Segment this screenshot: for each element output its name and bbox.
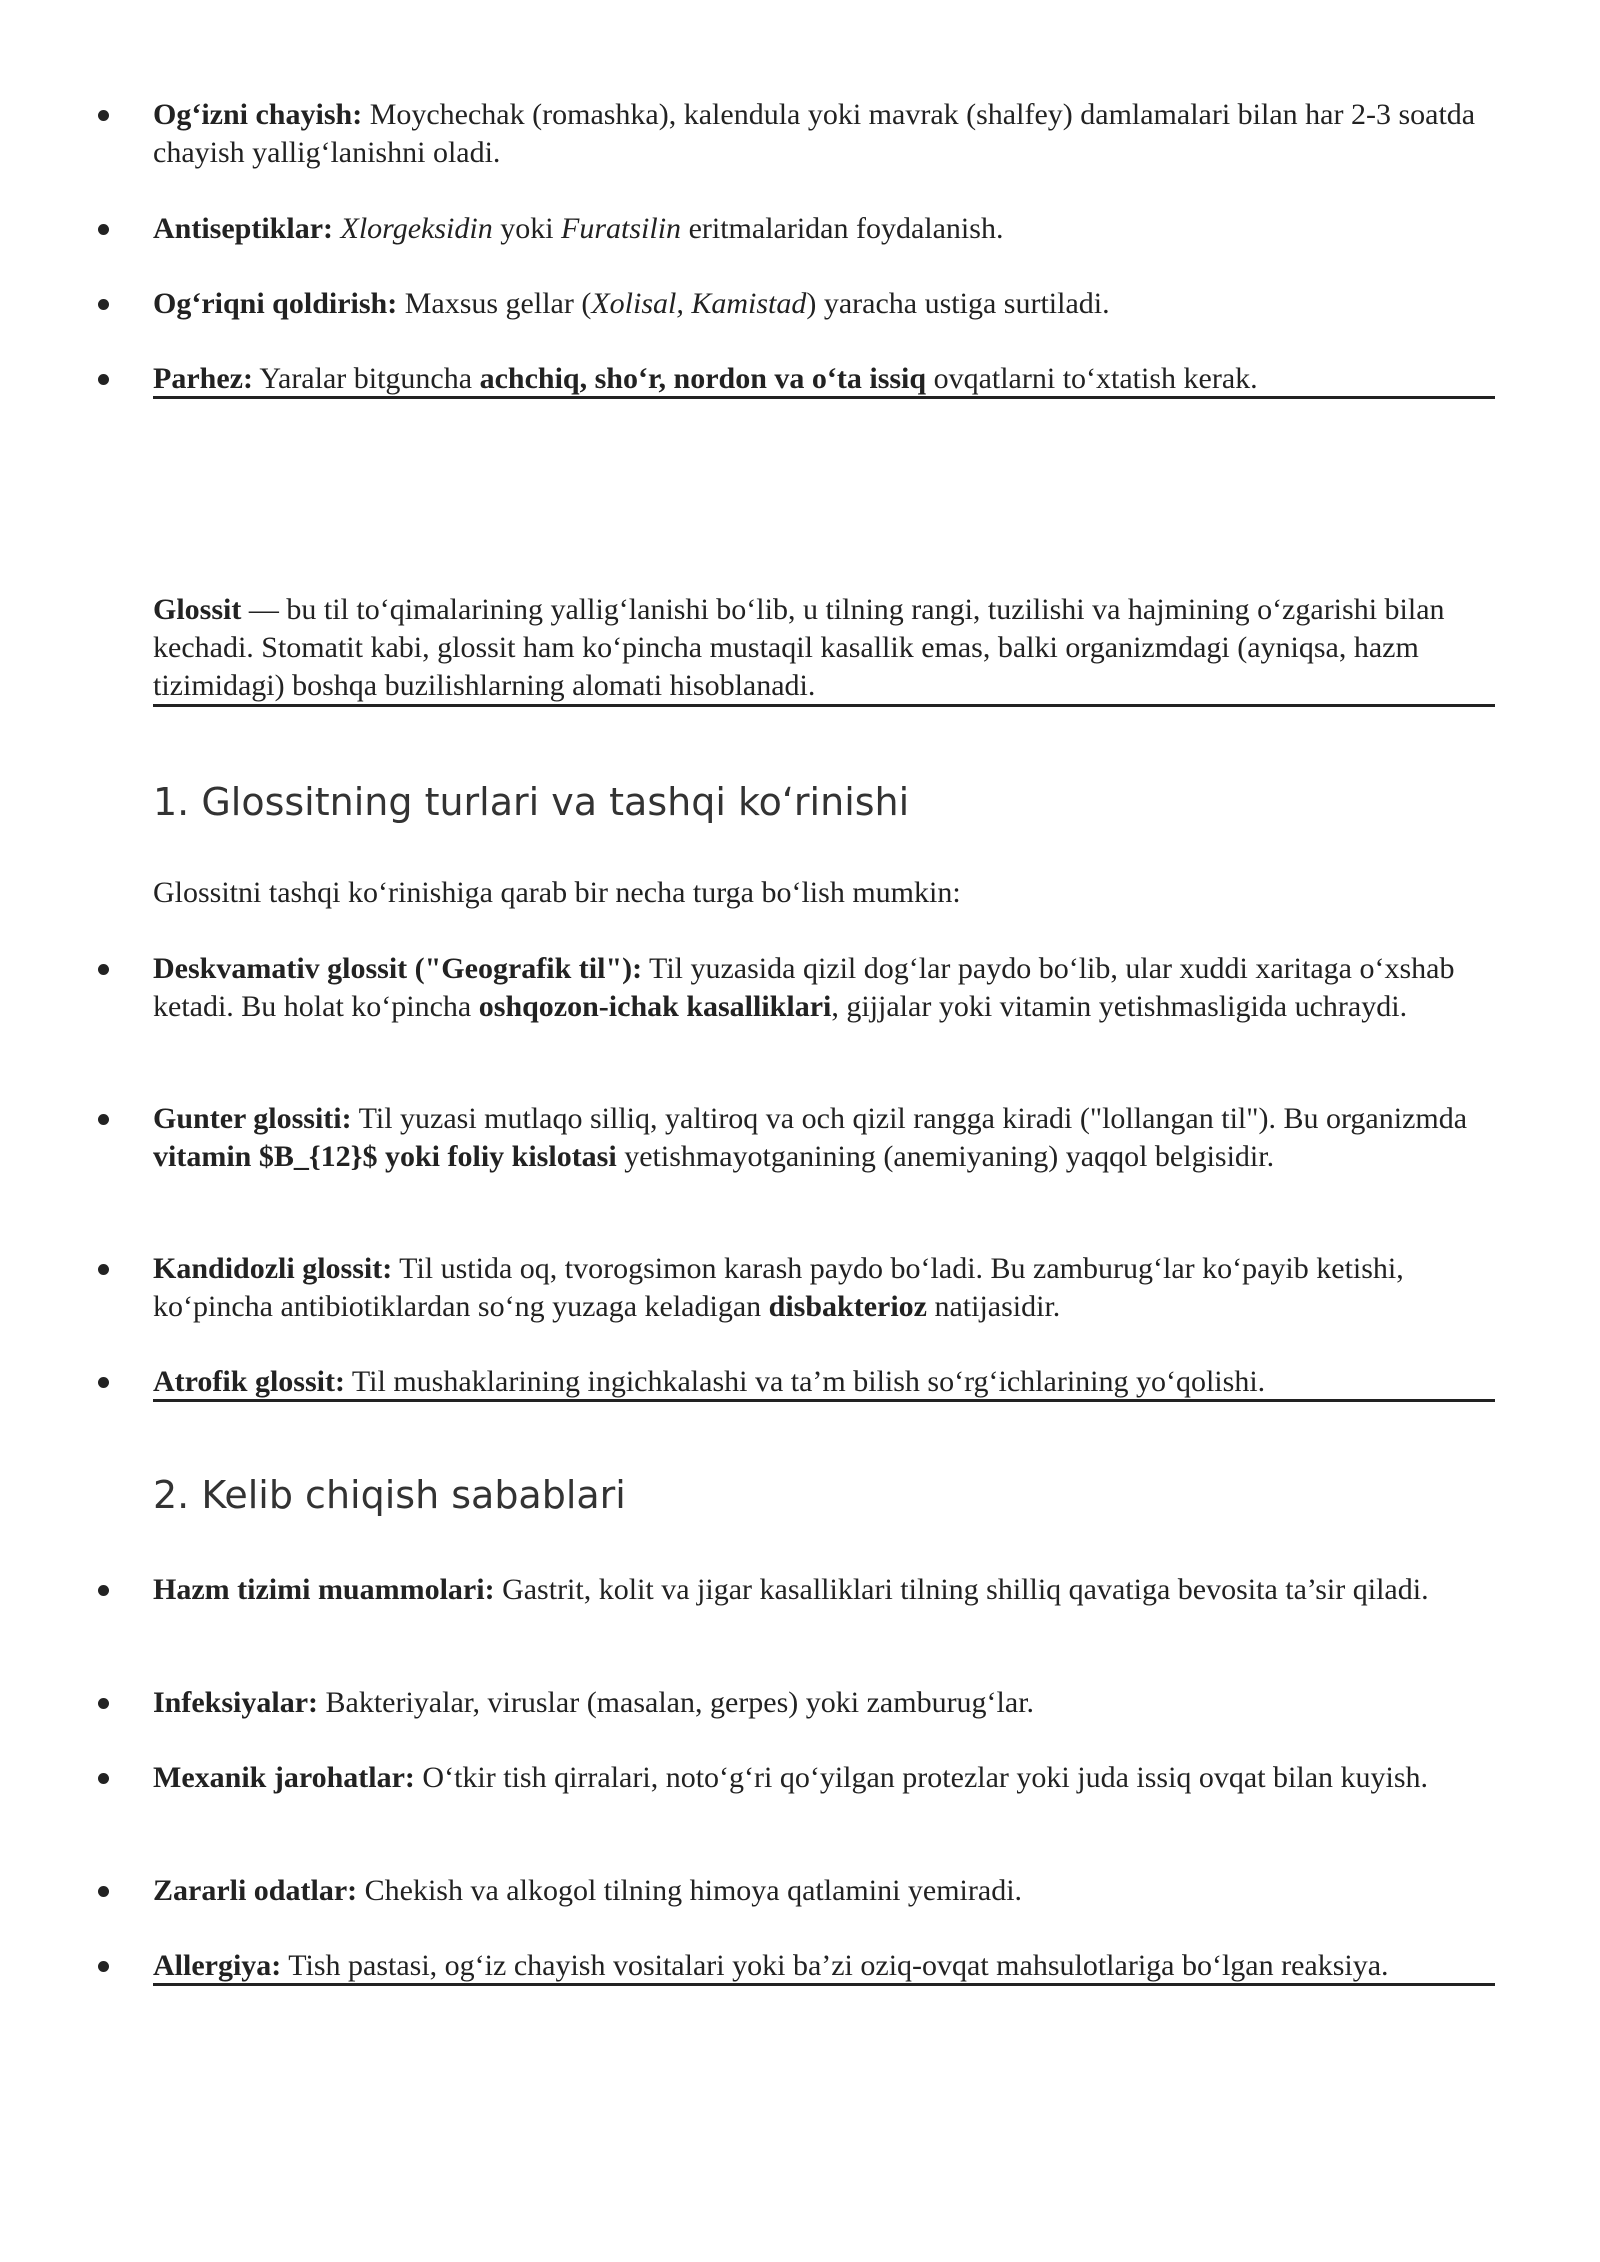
section-heading-causes: 2. Kelib chiqish sabablari bbox=[153, 1473, 626, 1517]
list-item-bad-habits bbox=[153, 1872, 1495, 1910]
bullet-icon bbox=[98, 964, 109, 975]
bullet-icon bbox=[98, 1698, 109, 1709]
item-term: Kandidozli glossit: bbox=[153, 1252, 393, 1285]
item-text: natijasidir. bbox=[926, 1290, 1061, 1323]
list-item-candida-glossitis bbox=[153, 1250, 1495, 1326]
list-item-mechanical-injuries bbox=[153, 1759, 1495, 1797]
item-bold: disbakterioz bbox=[768, 1290, 927, 1323]
item-text bbox=[333, 212, 341, 245]
list-item-allergy bbox=[153, 1947, 1495, 1985]
item-bold: vitamin $B_{12}$ yoki foliy kislotasi bbox=[153, 1140, 617, 1173]
item-text: Maxsus gellar ( bbox=[397, 287, 592, 320]
item-text: Til yuzasi mutlaqo silliq, yaltiroq va och qizil rangga kiradi ("lollangan til"). Bu organizmda bbox=[351, 1102, 1468, 1135]
item-text: Bakteriyalar, viruslar (masalan, gerpes) yoki zamburug‘lar. bbox=[318, 1686, 1035, 1719]
glossit-intro-paragraph bbox=[153, 591, 1495, 705]
intro-text: — bu til to‘qimalarining yallig‘lanishi bo‘lib, u tilning rangi, tuzilishi va hajmining o‘zgarishi bilan kechadi. Stomatit kabi, glossit ham ko‘pincha mustaqil kasallik emas, balki organizmdagi (ayniqsa, hazm tizimidagi) boshqa buzilishlarning alomati hisoblanadi. bbox=[153, 593, 1445, 702]
item-term: Zararli odatlar: bbox=[153, 1874, 358, 1907]
list-item-antiseptics bbox=[153, 210, 1495, 248]
item-text: Moychechak (romashka), kalendula yoki mavrak (shalfey) damlamalari bilan har 2-3 soatda chayish yallig‘lanishni oladi. bbox=[153, 98, 1476, 169]
item-text: Chekish va alkogol tilning himoya qatlamini yemiradi. bbox=[357, 1874, 1023, 1907]
intro-term: Glossit bbox=[153, 593, 242, 626]
bullet-icon bbox=[98, 1114, 109, 1125]
item-text: Til yuzasida qizil dog‘lar paydo bo‘lib, ular xuddi xaritaga o‘xshab ketadi. Bu holat ko‘pincha bbox=[153, 952, 1455, 1023]
section-divider bbox=[153, 1399, 1495, 1402]
item-term: Atrofik glossit: bbox=[153, 1365, 345, 1398]
list-item-hunter-glossitis bbox=[153, 1100, 1495, 1176]
bullet-icon bbox=[98, 1585, 109, 1596]
list-item-diet bbox=[153, 360, 1495, 398]
section-divider bbox=[153, 1983, 1495, 1986]
section-lead: Glossitni tashqi ko‘rinishiga qarab bir necha turga bo‘lish mumkin: bbox=[153, 876, 961, 909]
item-text: Til mushaklarining ingichkalashi va ta’m bilish so‘rg‘ichlarining yo‘qolishi. bbox=[344, 1365, 1266, 1398]
list-item-infections bbox=[153, 1684, 1495, 1722]
bullet-icon bbox=[98, 1264, 109, 1275]
item-italic: Xlorgeksidin bbox=[340, 212, 493, 245]
item-term: Parhez: bbox=[153, 362, 253, 395]
item-text: Til ustida oq, tvorogsimon karash paydo bo‘ladi. Bu zamburug‘lar ko‘payib ketishi, ko‘pincha antibiotiklardan so‘ng yuzaga keladigan bbox=[153, 1252, 1404, 1323]
item-text: yoki bbox=[492, 212, 562, 245]
bullet-icon bbox=[98, 110, 109, 121]
list-item-geographic-tongue bbox=[153, 950, 1495, 1026]
item-term: Allergiya: bbox=[153, 1949, 282, 1982]
list-item-atrophic-glossitis bbox=[153, 1363, 1495, 1401]
list-item-mouth-rinse bbox=[153, 96, 1495, 172]
item-term: Antiseptiklar: bbox=[153, 212, 333, 245]
section-divider bbox=[153, 396, 1495, 399]
section-divider bbox=[153, 704, 1495, 707]
list-item-pain-relief bbox=[153, 285, 1495, 323]
bullet-icon bbox=[98, 374, 109, 385]
item-term: Gunter glossiti: bbox=[153, 1102, 352, 1135]
bullet-icon bbox=[98, 1377, 109, 1388]
item-text: yetishmayotganining (anemiyaning) yaqqol belgisidir. bbox=[616, 1140, 1275, 1173]
item-text: Yaralar bitguncha bbox=[252, 362, 480, 395]
bullet-icon bbox=[98, 1886, 109, 1897]
item-term: Infeksiyalar: bbox=[153, 1686, 318, 1719]
item-term: Mexanik jarohatlar: bbox=[153, 1761, 415, 1794]
item-term: Deskvamativ glossit ("Geografik til"): bbox=[153, 952, 643, 985]
item-term: Hazm tizimi muammolari: bbox=[153, 1573, 495, 1606]
item-term: Og‘izni chayish: bbox=[153, 98, 363, 131]
item-text: ) yaracha ustiga surtiladi. bbox=[806, 287, 1110, 320]
bullet-icon bbox=[98, 224, 109, 235]
item-text: ovqatlarni to‘xtatish kerak. bbox=[926, 362, 1258, 395]
item-term: Og‘riqni qoldirish: bbox=[153, 287, 398, 320]
item-text: Tish pastasi, og‘iz chayish vositalari yoki ba’zi oziq-ovqat mahsulotlariga bo‘lgan reaksiya. bbox=[281, 1949, 1389, 1982]
item-italic: Xolisal, Kamistad bbox=[591, 287, 807, 320]
item-text: O‘tkir tish qirralari, noto‘g‘ri qo‘yilgan protezlar yoki juda issiq ovqat bilan kuyish. bbox=[414, 1761, 1429, 1794]
list-item-digestive-problems bbox=[153, 1571, 1495, 1609]
item-text: , gijjalar yoki vitamin yetishmasligida uchraydi. bbox=[831, 990, 1408, 1023]
bullet-icon bbox=[98, 1961, 109, 1972]
item-text: Gastrit, kolit va jigar kasalliklari tilning shilliq qavatiga bevosita ta’sir qiladi. bbox=[494, 1573, 1429, 1606]
item-italic: Furatsilin bbox=[561, 212, 682, 245]
bullet-icon bbox=[98, 299, 109, 310]
section-heading-types: 1. Glossitning turlari va tashqi ko‘rinishi bbox=[153, 780, 910, 824]
item-text: eritmalaridan foydalanish. bbox=[681, 212, 1004, 245]
item-bold: achchiq, sho‘r, nordon va o‘ta issiq bbox=[479, 362, 927, 395]
bullet-icon bbox=[98, 1773, 109, 1784]
item-bold: oshqozon-ichak kasalliklari bbox=[478, 990, 832, 1023]
